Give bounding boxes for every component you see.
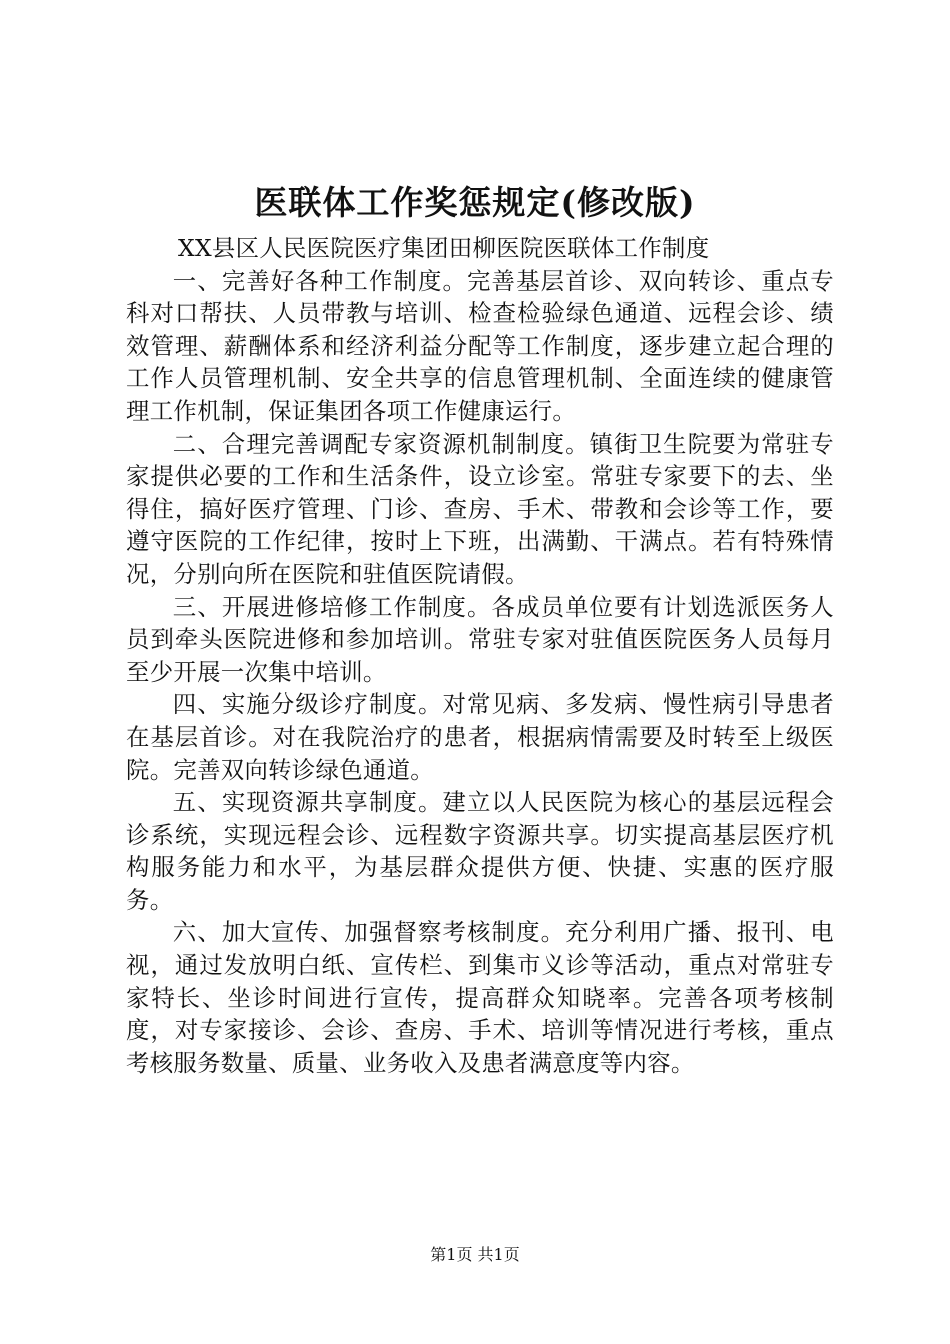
paragraph-2: 二、合理完善调配专家资源机制制度。镇街卫生院要为常驻专家提供必要的工作和生活条件，设立诊室。常驻专家要下的去、坐得住，搞好医疗管理、门诊、查房、手术、带教和会诊等工作，要遵守医院的工作纪律，按时上下班，出满勤、干满点。若有特殊情况，分别向所在医院和驻值医院请假。 — [126, 429, 834, 588]
document-body — [126, 232, 834, 1079]
document-subtitle: XX县区人民医院医疗集团田柳医院医联体工作制度 — [178, 234, 710, 262]
page-footer: 第1页 共1页 — [430, 1245, 520, 1264]
paragraph-6: 六、加大宣传、加强督察考核制度。充分利用广播、报刊、电视，通过发放明白纸、宣传栏、到集市义诊等活动，重点对常驻专家特长、坐诊时间进行宣传，提高群众知晓率。完善各项考核制度，对专家接诊、会诊、查房、手术、培训等情况进行考核，重点考核服务数量、质量、业务收入及患者满意度等内容。 — [126, 918, 834, 1077]
document-title: 医联体工作奖惩规定(修改版) — [254, 183, 696, 222]
paragraph-1: 一、完善好各种工作制度。完善基层首诊、双向转诊、重点专科对口帮扶、人员带教与培训、检查检验绿色通道、远程会诊、绩效管理、薪酬体系和经济利益分配等工作制度，逐步建立起合理的工作人员管理机制、安全共享的信息管理机制、全面连续的健康管理工作机制，保证集团各项工作健康运行。 — [126, 266, 834, 425]
paragraph-3: 三、开展进修培修工作制度。各成员单位要有计划选派医务人员到牵头医院进修和参加培训。常驻专家对驻值医院医务人员每月至少开展一次集中培训。 — [126, 592, 834, 686]
paragraph-5: 五、实现资源共享制度。建立以人民医院为核心的基层远程会诊系统，实现远程会诊、远程数字资源共享。切实提高基层医疗机构服务能力和水平，为基层群众提供方便、快捷、实惠的医疗服务。 — [126, 788, 834, 914]
paragraph-4: 四、实施分级诊疗制度。对常见病、多发病、慢性病引导患者在基层首诊。对在我院治疗的患者，根据病情需要及时转至上级医院。完善双向转诊绿色通道。 — [126, 690, 834, 784]
